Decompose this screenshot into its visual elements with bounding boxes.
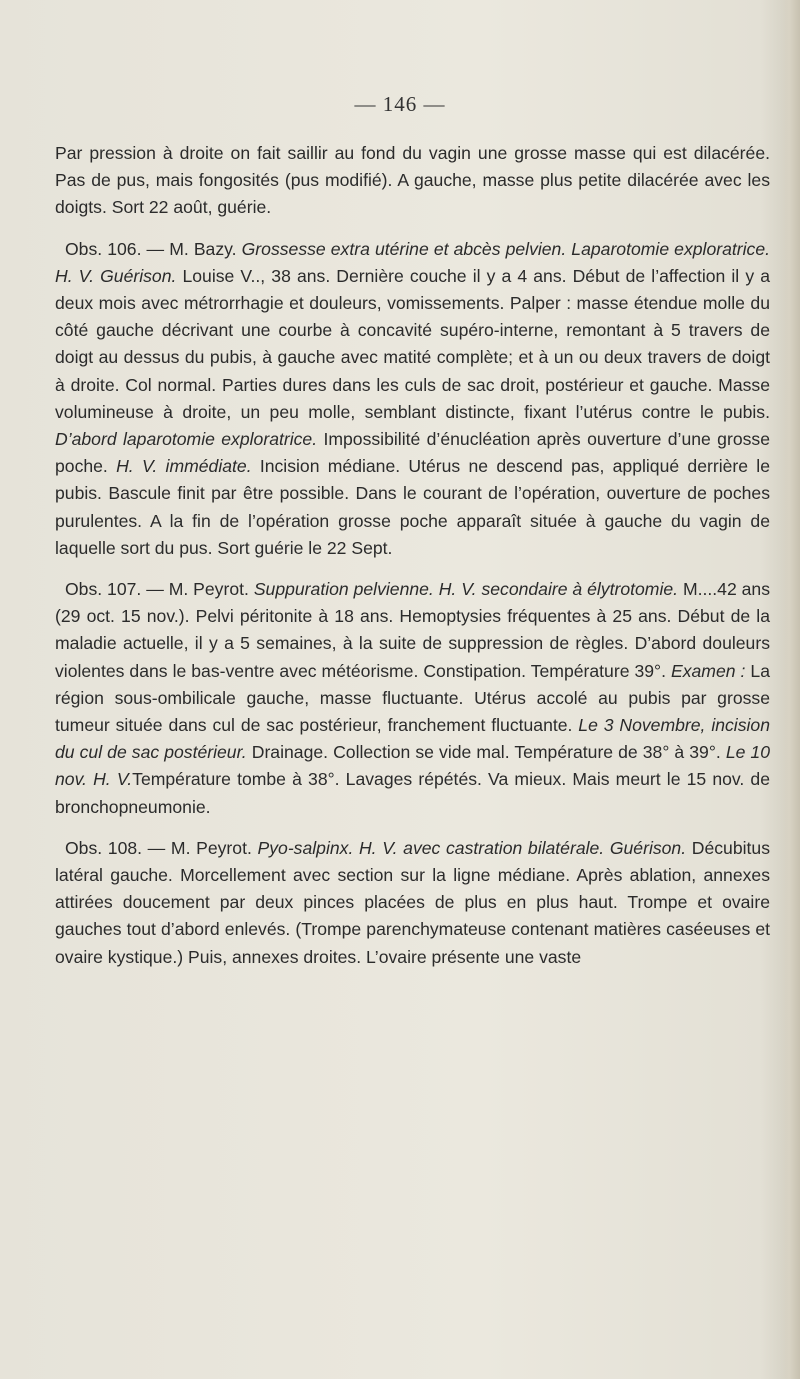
text-run: Louise V.., 38 ans. Dernière couche il y a 4 ans. Début de l’affection il y a deux mois avec métrorrhagie et douleurs, vomissements. Palper : masse étendue molle du côté gauche décrivant une courbe à concavité supéro-interne, remontant à 5 travers de doigt au dessus du pubis, à gauche avec matité complète; et à un ou deux travers de doigt à droite. Col normal. Parties dures dans les culs de sac droit, postérieur et gauche. Masse volumineuse à droite, un peu molle, semblant distincte, fixant l’utérus contre le pubis.	[55, 265, 770, 422]
italic-run: Le 3 Novembre, incision du cul de sac postérieur.	[55, 715, 770, 763]
paragraph-obs-107	[55, 576, 770, 821]
paragraph-obs-106	[55, 236, 770, 562]
text-run: Impossibilité d’énucléation après ouverture d’une grosse poche.	[55, 429, 770, 477]
italic-run: Suppuration pelvienne. H. V. secondaire à élytrotomie.	[253, 579, 679, 600]
italic-run: D’abord laparotomie exploratrice.	[55, 429, 318, 450]
italic-run: Grossesse extra utérine et abcès pelvien. Laparotomie exploratrice. H. V. Guérison.	[55, 238, 771, 286]
text-run: Par pression à droite on fait saillir au fond du vagin une grosse masse qui est dilacérée. Pas de pus, mais fongosités (pus modifié). A gauche, masse plus petite dilacérée avec les doigts. Sort 22 août, guérie.	[55, 143, 770, 218]
text-run: Drainage. Collection se vide mal. Température de 38° à 39°.	[246, 742, 726, 763]
text-run: Décubitus latéral gauche. Morcellement avec section sur la ligne médiane. Après ablation, annexes attirées doucement par deux pinces placées de plus en plus haut. Trompe et ovaire gauches tout d’abord enlevés. (Trompe parenchymateuse contenant matières caséeuses et ovaire kystique.) Puis, annexes droites. L’ovaire présente une vaste	[55, 837, 771, 967]
italic-run: Pyo-salpinx. H. V. avec castration bilatérale. Guérison.	[257, 837, 687, 858]
body-text	[55, 140, 770, 985]
paragraph-obs-108	[55, 835, 770, 971]
text-run: Obs. 106. — M. Bazy.	[65, 238, 242, 259]
text-run: Obs. 108. — M. Peyrot.	[65, 837, 258, 858]
text-run: Obs. 107. — M. Peyrot.	[65, 579, 254, 600]
italic-run: Le 10 nov. H. V.	[55, 742, 771, 790]
paragraph-continuation	[55, 140, 770, 222]
text-run: La région sous-ombilicale gauche, masse fluctuante. Utérus accolé au pubis par grosse tumeur située dans cul de sac postérieur, franchement fluctuante.	[55, 660, 770, 736]
italic-run: Examen :	[670, 660, 746, 681]
page-edge-shadow	[782, 0, 800, 1379]
text-run: M....42 ans (29 oct. 15 nov.). Pelvi péritonite à 18 ans. Hemoptysies fréquentes à 25 ans. Début de la maladie actuelle, il y a 5 semaines, à la suite de suppression de règles. D’abord douleurs violentes dans le bas-ventre avec météorisme. Constipation. Température 39°.	[55, 579, 771, 681]
italic-run: H. V. immédiate.	[116, 456, 252, 477]
text-run: Température tombe à 38°. Lavages répétés. Va mieux. Mais meurt le 15 nov. de bronchopneumonie.	[55, 769, 770, 817]
text-run: Incision médiane. Utérus ne descend pas, appliqué derrière le pubis. Bascule finit par être possible. Dans le courant de l’opération, ouverture de poches purulentes. A la fin de l’opération grosse poche apparaît située à gauche du vagin de laquelle sort du pus. Sort guérie le 22 Sept.	[55, 456, 770, 558]
page-number: — 146 —	[354, 92, 446, 116]
